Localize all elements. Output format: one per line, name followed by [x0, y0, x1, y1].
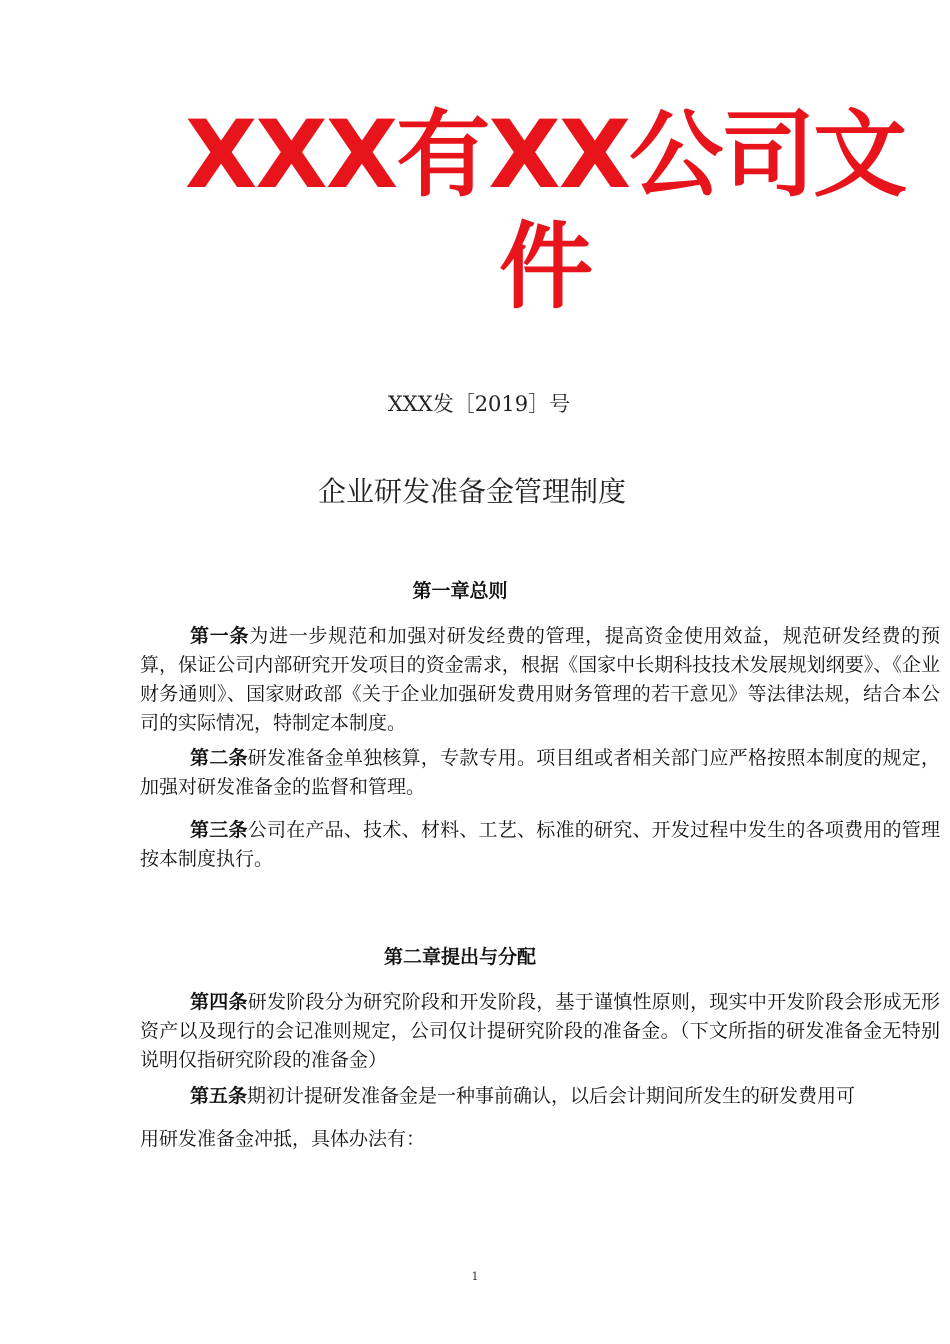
article-5-continuation: 用研发准备金冲抵，具体办法有： [140, 1128, 426, 1150]
article-label: 第四条 [190, 991, 248, 1013]
article-text: 为进一步规范和加强对研发经费的管理，提高资金使用效益，规范研发经费的预算，保证公司内部研究开发项目的资金需求，根据《国家中长期科技技术发展规划纲要》、《企业财务通则》、国家财政部《关于企业加强研发费用财务管理的若干意见》等法律法规，结合本公司的实际情况，特制定本制度。 [140, 625, 940, 734]
article-label: 第五条 [190, 1085, 248, 1107]
article-2 [140, 744, 940, 802]
chapter-heading-2: 第二章提出与分配 [383, 946, 536, 968]
article-text: 研发准备金单独核算，专款专用。项目组或者相关部门应严格按照本制度的规定，加强对研发准备金的监督和管理。 [140, 747, 940, 798]
article-label: 第二条 [190, 747, 248, 769]
chapter-heading-1: 第一章总则 [412, 580, 508, 602]
article-text: 期初计提研发准备金是一种事前确认，以后会计期间所发生的研发费用可 [247, 1085, 856, 1107]
article-text: 研发阶段分为研究阶段和开发阶段，基于谨慎性原则，现实中开发阶段会形成无形资产以及现行的会记准则规定，公司仅计提研究阶段的准备金。（下文所指的研发准备金无特别说明仅指研究阶段的准备金） [140, 991, 940, 1071]
article-text: 公司在产品、技术、材料、工艺、标准的研究、开发过程中发生的各项费用的管理按本制度执行。 [140, 819, 940, 870]
document-number: XXX发［2019］号 [387, 392, 571, 416]
article-4 [140, 988, 940, 1075]
article-label: 第一条 [190, 625, 250, 647]
article-3 [140, 816, 940, 874]
article-label: 第三条 [190, 819, 248, 841]
article-5 [140, 1082, 940, 1111]
red-header-title: XXX有XX公司文件 [184, 101, 906, 322]
article-1 [140, 622, 940, 738]
document-title: 企业研发准备金管理制度 [317, 475, 626, 508]
page-number: 1 [471, 1270, 479, 1283]
